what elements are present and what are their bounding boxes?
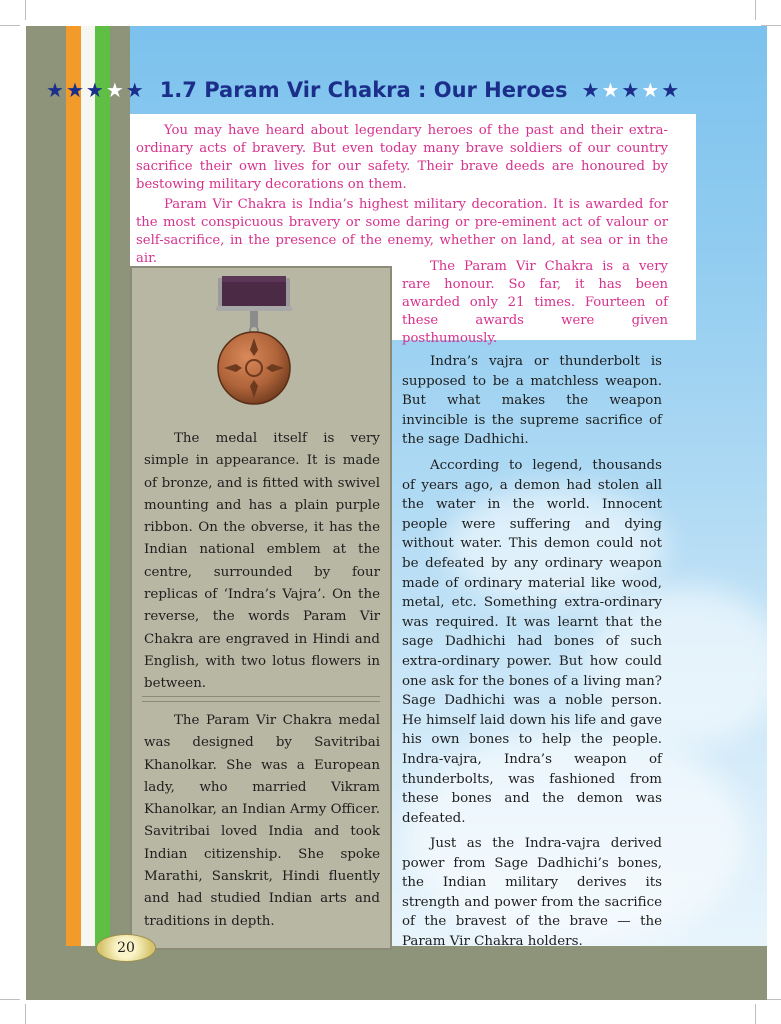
white-stripe [81, 26, 95, 1000]
star-icon: ★ [621, 78, 642, 102]
left-band-grey-inner [110, 26, 130, 1000]
intro-paragraph-1: You may have heard about legendary heroes of the past and their extra-ordinary acts of bravery. But even today many brave soldiers of our country sacrifice their own lives for our safety. Their brave deeds are honoured by bestowing military decorations on them. [136, 123, 668, 192]
medal-description: The medal itself is very simple in appearance. It is made of bronze, and is fitted with swivel mounting and has a plain purple ribbon. On the obverse, it has the Indian national emblem at the centre, surrounded by four replicas of ‘Indra’s Vajra’. On the reverse, the words Param Vir Chakra are engraved in Hindi and English, with two lotus flowers in between. [144, 431, 380, 692]
textbook-page [26, 26, 767, 1000]
left-band-grey [26, 26, 66, 1000]
green-stripe [95, 26, 110, 1000]
star-icon: ★ [105, 78, 126, 102]
stars-right [582, 78, 682, 102]
intro-paragraph-2: Param Vir Chakra is India’s highest military decoration. It is awarded for the most conspicuous bravery or some daring or pre-eminent act of valour or self-sacrifice, in the presence of the enemy, whether on land, at sea or in the air. [136, 197, 668, 266]
crop-mark [25, 0, 26, 20]
page-number: 20 [96, 934, 156, 962]
section-heading [46, 72, 746, 108]
medal-image [214, 276, 294, 406]
star-icon: ★ [661, 78, 682, 102]
intro-paragraph-3: The Param Vir Chakra is a very rare honour. So far, it has been awarded only 21 times. Fourteen of these awards were given posthumously. [402, 259, 668, 346]
star-icon: ★ [641, 78, 662, 102]
stars-left [46, 78, 146, 102]
crop-mark [755, 1004, 756, 1024]
star-icon: ★ [601, 78, 622, 102]
saffron-stripe [66, 26, 81, 1000]
param-vir-chakra-medal-icon [214, 276, 294, 406]
page-title: 1.7 Param Vir Chakra : Our Heroes [159, 78, 568, 102]
conclusion-paragraph: Just as the Indra-vajra derived power from Sage Dadhichi’s bones, the Indian military derives its strength and power from the sacrifice of the bravest of the brave — the Param Vir Chakra holders. [402, 836, 662, 949]
vajra-paragraph: Indra’s vajra or thunderbolt is supposed to be a matchless weapon. But what makes the weapon invincible is the supreme sacrifice of the sage Dadhichi. [402, 354, 662, 448]
star-icon: ★ [65, 78, 86, 102]
star-icon: ★ [125, 78, 146, 102]
crop-mark [0, 25, 20, 26]
medal-panel [130, 266, 392, 950]
star-icon: ★ [46, 78, 66, 102]
legend-paragraph: According to legend, thousands of years ago, a demon had stolen all the water in the world. Innocent people were suffering and dying without water. This demon could not be defeated by any ordinary weapon made of ordinary material like wood, metal, etc. Something extra-ordinary was required. It was learnt that the sage Dadhichi had bones of such extra-ordinary power. But how could one ask for the bones of a living man? Sage Dadhichi was a noble person. He himself laid down his life and gave his own bones to help the people. Indra-vajra, Indra’s weapon of thunderbolts, was fashioned from these bones and the demon was defeated. [402, 458, 662, 826]
panel-divider [142, 696, 380, 702]
crop-mark [25, 1004, 26, 1024]
star-icon: ★ [581, 78, 602, 102]
designer-description: The Param Vir Chakra medal was designed by Savitribai Khanolkar. She was a European lady, who married Vikram Khanolkar, an Indian Army Officer. Savitribai loved India and took Indian citizenship. She spoke Marathi, Sanskrit, Hindi fluently and had studied Indian arts and traditions in depth. [144, 713, 380, 929]
legend-text-column [392, 340, 767, 949]
star-icon: ★ [85, 78, 106, 102]
crop-mark [0, 999, 20, 1000]
crop-mark [755, 0, 756, 20]
